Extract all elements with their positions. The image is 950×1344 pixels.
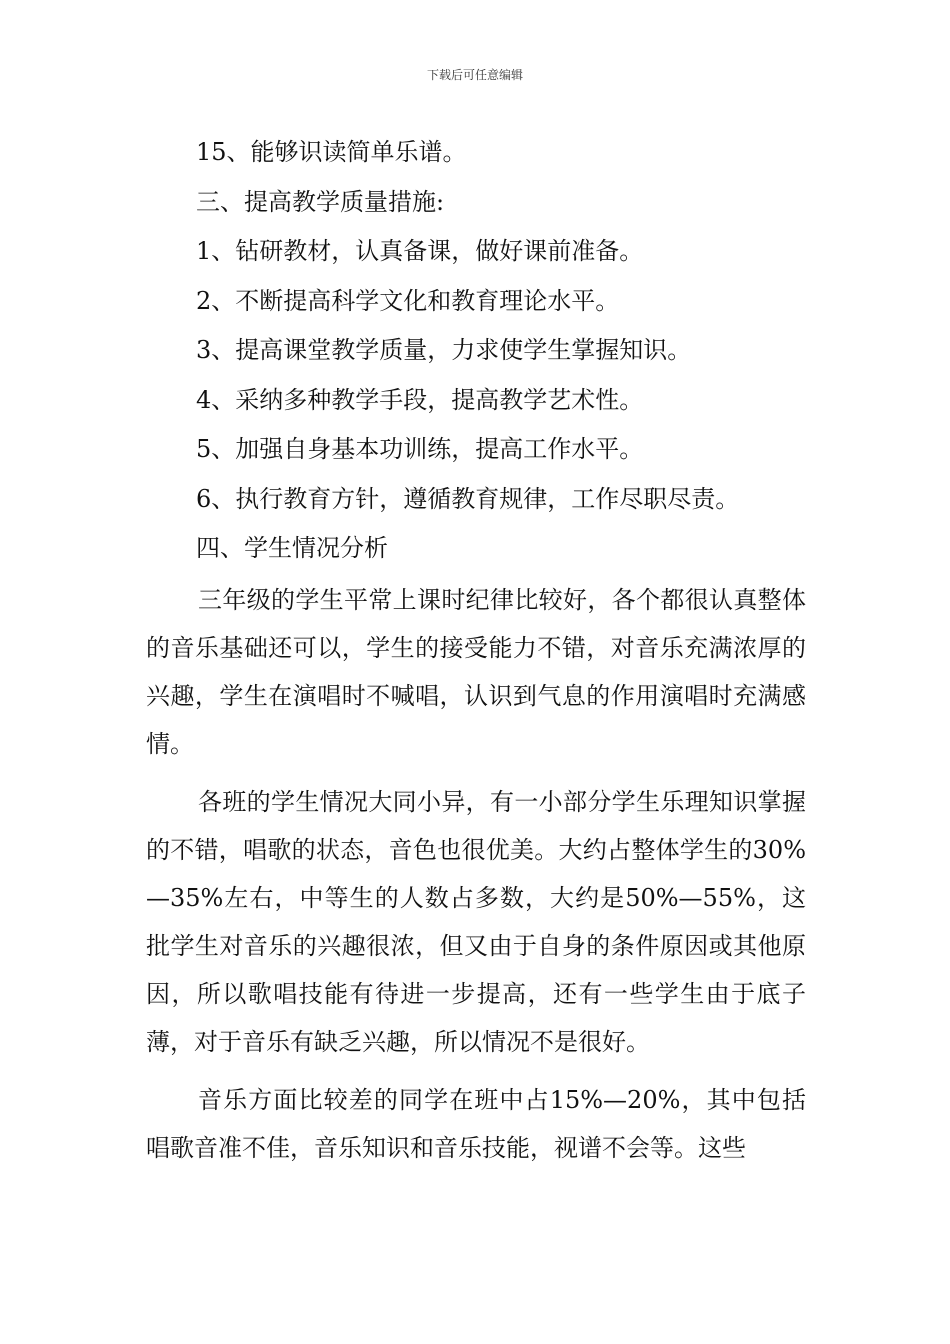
list-line: 15、能够识读简单乐谱。 [196, 138, 467, 166]
body-text [146, 576, 806, 1182]
list-line: 2、不断提高科学文化和教育理论水平。 [196, 286, 620, 315]
list-line: 5、加强自身基本功训练，提高工作水平。 [196, 435, 644, 463]
paragraph: 各班的学生情况大同小异，有一小部分学生乐理知识掌握的不错，唱歌的状态，音色也很优美。大约占整体学生的30%—35%左右，中等生的人数占多数，大约是50%—55%，这批学生对音乐的兴趣很浓，但又由于自身的条件原因或其他原因，所以歌唱技能有待进一步提高，还有一些学生由于底子薄，对于音乐有缺乏兴趣，所以情况不是很好。 [146, 788, 806, 1056]
section-heading: 三、提高教学质量措施: [196, 187, 445, 216]
list-line: 3、提高课堂教学质量，力求使学生掌握知识。 [196, 336, 692, 364]
section-heading: 四、学生情况分析 [196, 534, 388, 562]
page-header: 下载后可任意编辑 [426, 68, 523, 82]
list-line: 6、执行教育方针，遵循教育规律，工作尽职尽责。 [196, 484, 740, 513]
paragraph: 三年级的学生平常上课时纪律比较好，各个都很认真整体的音乐基础还可以，学生的接受能力不错，对音乐充满浓厚的兴趣，学生在演唱时不喊唱，认识到气息的作用演唱时充满感情。 [146, 586, 806, 758]
list-section [196, 132, 739, 578]
paragraph: 音乐方面比较差的同学在班中占15%—20%，其中包括唱歌音准不佳，音乐知识和音乐技能，视谱不会等。这些 [146, 1086, 806, 1162]
list-line: 1、钻研教材，认真备课，做好课前准备。 [196, 237, 644, 265]
list-line: 4、采纳多种教学手段，提高教学艺术性。 [196, 385, 644, 414]
